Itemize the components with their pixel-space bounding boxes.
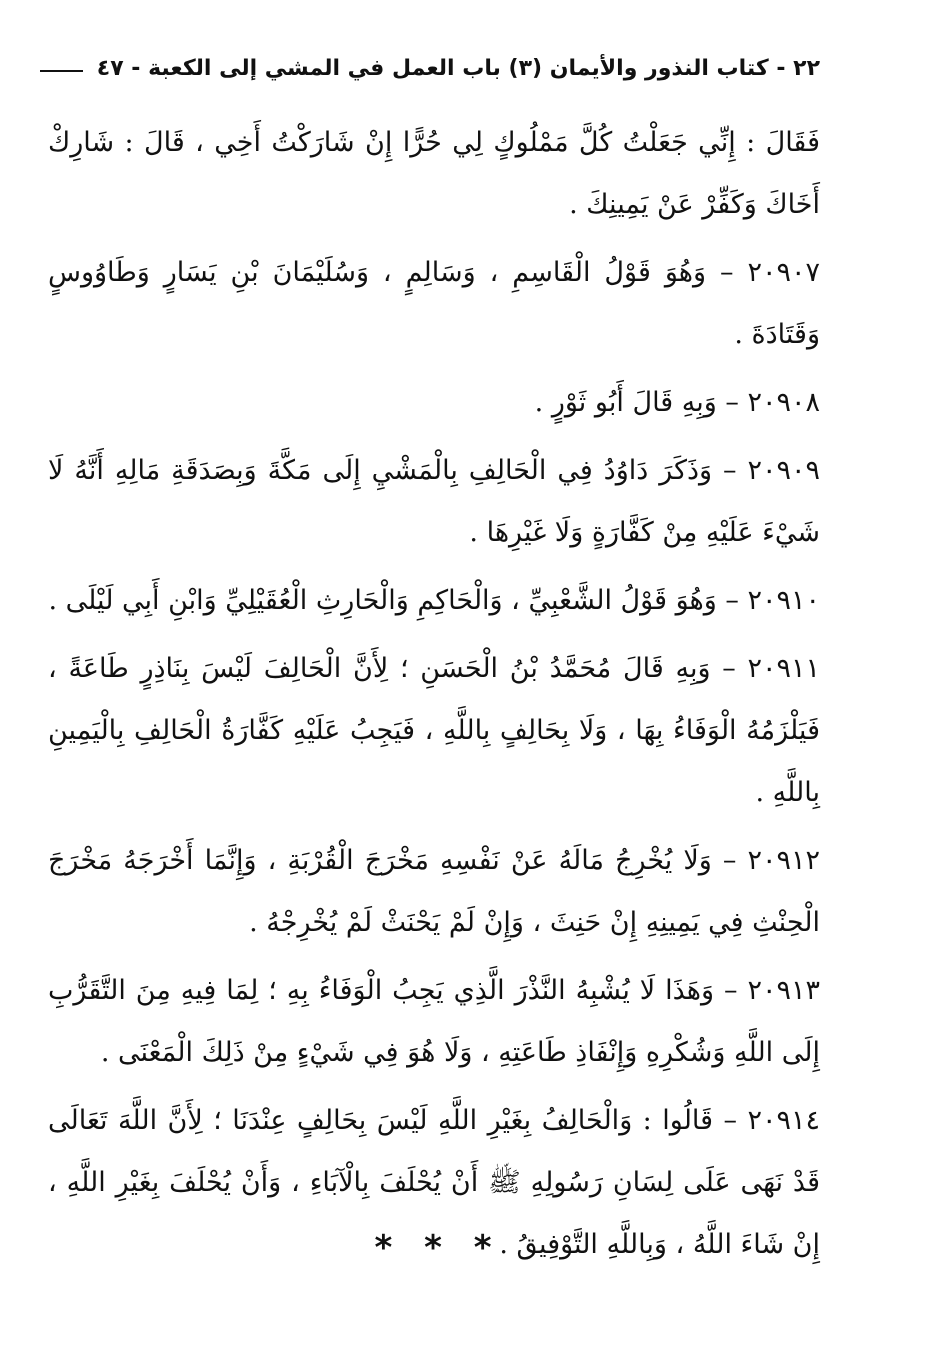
paragraph-20913: ٢٠٩١٣ – وَهَذَا لَا يُشْبِهُ النَّذْرَ الَّذِي يَجِبُ الْوَفَاءُ بِهِ ؛ لِمَا فِيهِ مِنَ التَّقَرُّبِ إِلَى اللَّهِ وَشُكْرِهِ وَإِنْفَاذِ طَاعَتِهِ ، وَلَا هُوَ فِي شَيْءٍ مِنْ ذَلِكَ الْمَعْنَى . [48,975,820,1068]
paragraph-continuation: فَقَالَ : إِنِّي جَعَلْتُ كُلَّ مَمْلُوكٍ لِي حُرًّا إِنْ شَارَكْتُ أَخِي ، قَالَ : شَارِكْ أَخَاكَ وَكَفِّرْ عَنْ يَمِينِكَ . [48,127,820,220]
paragraph-20914: ٢٠٩١٤ – قَالُوا : وَالْحَالِفُ بِغَيْرِ اللَّهِ لَيْسَ بِحَالِفٍ عِنْدَنَا ؛ لِأَنَّ اللَّهَ تَعَالَى قَدْ نَهَى عَلَى لِسَانِ رَسُولِهِ ﷺ أَنْ يُحْلَفَ بِالْآبَاءِ ، وَأَنْ يُحْلَفَ بِغَيْرِ اللَّهِ ، إِنْ شَاءَ اللَّهُ ، وَبِاللَّهِ التَّوْفِيقُ . [48,1105,820,1260]
paragraph-20908: ٢٠٩٠٨ – وَبِهِ قَالَ أَبُو ثَوْرٍ . [534,387,820,418]
paragraph-20909: ٢٠٩٠٩ – وَذَكَرَ دَاوُدُ فِي الْحَالِفِ بِالْمَشْيِ إِلَى مَكَّةَ وَبِصَدَقَةِ مَالِهِ أَنَّهُ لَا شَيْءَ عَلَيْهِ مِنْ كَفَّارَةٍ وَلَا غَيْرِهَا . [48,455,820,548]
paragraph-20910: ٢٠٩١٠ – وَهُوَ قَوْلُ الشَّعْبِيِّ ، وَالْحَاكِمِ وَالْحَارِثِ الْعُقَيْلِيِّ وَابْنِ أَبِي لَيْلَى . [48,585,820,616]
page-body [48,112,820,1276]
header-rule [40,70,83,72]
running-header [40,48,820,88]
section-separator: * * * [374,1228,502,1268]
paragraph-20907: ٢٠٩٠٧ – وَهُوَ قَوْلُ الْقَاسِمِ ، وَسَالِمٍ ، وَسُلَيْمَانَ بْنِ يَسَارٍ وَطَاوُوسٍ وَقَتَادَةَ . [48,257,820,350]
header-title: ٢٢ - كتاب النذور والأيمان (٣) باب العمل في المشي إلى الكعبة - ٤٧ [96,55,820,81]
paragraph-20911: ٢٠٩١١ – وَبِهِ قَالَ مُحَمَّدُ بْنُ الْحَسَنِ ؛ لِأَنَّ الْحَالِفَ لَيْسَ بِنَاذِرٍ طَاعَةً ، فَيَلْزَمُهُ الْوَفَاءُ بِهَا ، وَلَا بِحَالِفٍ بِاللَّهِ ، فَيَجِبُ عَلَيْهِ كَفَّارَةُ الْحَالِفِ بِالْيَمِينِ بِاللَّهِ . [48,653,820,808]
paragraph-20912: ٢٠٩١٢ – وَلَا يُخْرِجُ مَالَهُ عَنْ نَفْسِهِ مَخْرَجَ الْقُرْبَةِ ، وَإِنَّمَا أَخْرَجَهُ مَخْرَجَ الْحِنْثِ فِي يَمِينِهِ إِنْ حَنِثَ ، وَإِنْ لَمْ يَحْنَثْ لَمْ يُخْرِجْهُ . [48,845,820,938]
